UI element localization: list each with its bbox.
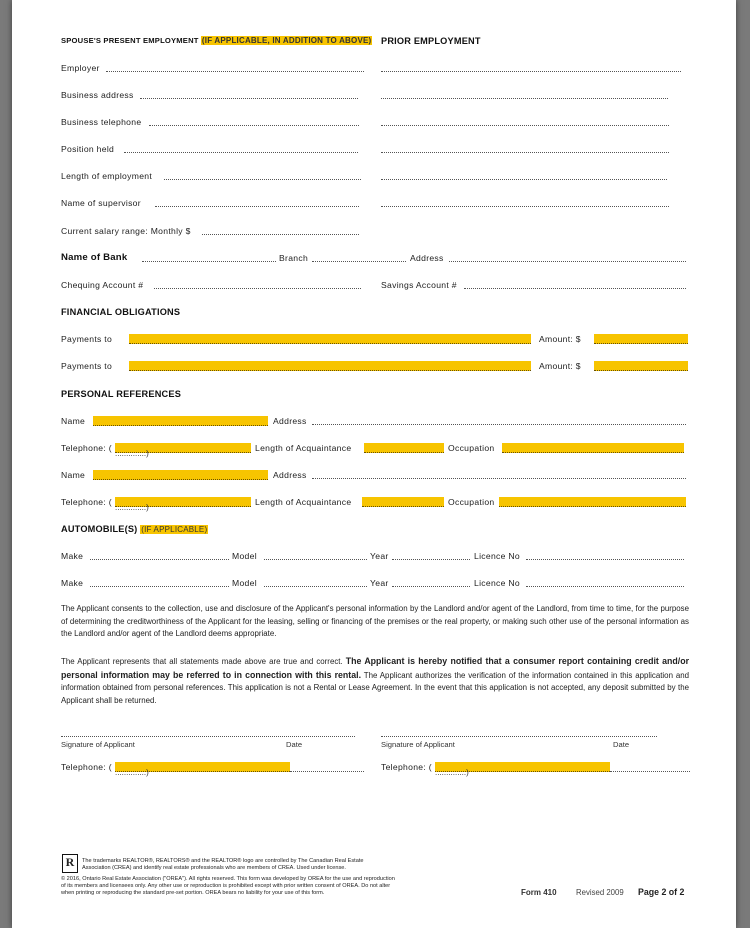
auto-2-make-label: Make [61,578,84,588]
payments-to-field-1[interactable] [129,334,531,344]
applicant-1-date-label: Date [286,740,303,749]
chequing-account-label: Chequing Account # [61,280,144,290]
applicant-1-signature-line[interactable] [61,736,355,737]
copyright-line-3: when printing or reproducing the standard pre-set portion. OREA bears no liability for your use of this form. [61,890,325,896]
spouse-position-held-field[interactable] [124,152,358,153]
spouse-employment-title: SPOUSE'S PRESENT EMPLOYMENT [61,36,199,45]
spouse-employment-note: (IF APPLICABLE, IN ADDITION TO ABOVE) [201,36,372,45]
bank-name-field[interactable] [142,261,276,262]
reference-2-name-label: Name [61,470,86,480]
payments-to-label-2: Payments to [61,361,113,371]
auto-1-model-field[interactable] [264,559,367,560]
reference-1-telephone-area-code: ..............) [115,449,149,458]
branch-label: Branch [279,253,309,263]
auto-2-make-field[interactable] [90,586,229,587]
auto-1-licence-field[interactable] [526,559,684,560]
applicant-1-telephone-area-code: ..............) [115,768,149,777]
trademark-line-2: Association (CREA) and identify real estate professionals who are members of CREA. Used under license. [82,865,346,871]
applicant-1-telephone-label: Telephone: ( [61,762,112,772]
spouse-business-address-field[interactable] [140,98,358,99]
form-number: Form 410 [521,888,557,897]
reference-2-name-field[interactable] [93,470,268,480]
bank-name-label: Name of Bank [61,252,128,263]
auto-1-make-label: Make [61,551,84,561]
payments-to-field-2[interactable] [129,361,531,371]
auto-2-model-label: Model [232,578,257,588]
branch-field[interactable] [312,261,406,262]
applicant-1-telephone-field[interactable] [115,762,290,777]
applicant-2-date-label: Date [613,740,630,749]
auto-2-year-field[interactable] [392,586,470,587]
reference-1-occupation-label: Occupation [448,443,495,453]
payments-to-label-1: Payments to [61,334,113,344]
reference-2-acquaintance-field[interactable] [362,497,444,507]
business-address-label: Business address [61,90,134,100]
copyright-line-1: © 2016, Ontario Real Estate Association ("OREA"). All rights reserved. This form was developed by OREA for the use and reproduction [61,876,395,882]
reference-2-occupation-field[interactable] [499,497,686,507]
prior-position-held-field[interactable] [381,152,669,153]
reference-2-telephone-area-code: ..............) [115,503,149,512]
reference-1-address-field[interactable] [312,424,686,425]
realtor-logo-icon [62,854,78,873]
reference-1-telephone-label: Telephone: ( [61,443,112,453]
reference-2-telephone-label: Telephone: ( [61,497,112,507]
auto-2-year-label: Year [370,578,389,588]
spouse-business-telephone-field[interactable] [149,125,359,126]
reference-1-name-field[interactable] [93,416,268,426]
employer-label: Employer [61,63,100,73]
savings-account-field[interactable] [464,288,686,289]
reference-1-telephone-field[interactable] [115,443,251,458]
applicant-1-signature-label: Signature of Applicant [61,740,135,749]
name-of-supervisor-label: Name of supervisor [61,198,141,208]
consumer-report-notice: The Applicant is hereby notified that a consumer report containing credit and/or personal information may be referred to in connection with this rental. [61,656,689,680]
prior-supervisor-field[interactable] [381,206,669,207]
reference-1-name-label: Name [61,416,86,426]
consent-paragraph: The Applicant consents to the collection, use and disclosure of the Applicant's personal information by the Landlord and/or agent of the Landlord, from time to time, for the purpose of determining the creditworthiness of the Applicant for the leasing, selling or financing of the premises or the real property, or making such other use of the personal information as the Landlord and/or agent of the Landlord deems appropriate. [61,604,689,639]
auto-1-make-field[interactable] [90,559,229,560]
spouse-length-of-employment-field[interactable] [164,179,361,180]
amount-field-2[interactable] [594,361,688,371]
prior-business-telephone-field[interactable] [381,125,669,126]
financial-obligations-heading: FINANCIAL OBLIGATIONS [61,307,181,317]
auto-2-model-field[interactable] [264,586,367,587]
reference-1-acquaintance-field[interactable] [364,443,444,453]
auto-1-year-field[interactable] [392,559,470,560]
page-number: Page 2 of 2 [638,887,685,897]
amount-label-2: Amount: $ [539,361,581,371]
prior-employment-heading: PRIOR EMPLOYMENT [381,36,481,46]
applicant-1-telephone-dots [290,771,364,772]
bank-address-label: Address [410,253,444,263]
reference-2-address-field[interactable] [312,478,686,479]
trademark-line-1: The trademarks REALTOR®, REALTORS® and the REALTOR® logo are controlled by The Canadian Real Estate [82,858,364,864]
reference-2-occupation-label: Occupation [448,497,495,507]
applicant-2-signature-label: Signature of Applicant [381,740,455,749]
applicant-2-telephone-field[interactable] [435,762,610,777]
reference-1-acquaintance-label: Length of Acquaintance [255,443,352,453]
chequing-account-field[interactable] [154,288,361,289]
spouse-supervisor-field[interactable] [155,206,359,207]
salary-field[interactable] [202,234,359,235]
auto-2-licence-field[interactable] [526,586,684,587]
representation-text-1: The Applicant represents that all statements made above are true and correct. [61,657,343,666]
prior-employer-field[interactable] [381,71,681,72]
realtor-logo-letter: R [65,855,75,869]
position-held-label: Position held [61,144,115,154]
prior-length-of-employment-field[interactable] [381,179,667,180]
savings-account-label: Savings Account # [381,280,457,290]
spouse-employment-heading [61,36,372,46]
reference-2-acquaintance-label: Length of Acquaintance [255,497,352,507]
prior-business-address-field[interactable] [381,98,668,99]
reference-2-address-label: Address [273,470,307,480]
business-telephone-label: Business telephone [61,117,142,127]
applicant-2-telephone-area-code: ..............) [435,768,469,777]
automobiles-heading [61,524,208,535]
reference-1-occupation-field[interactable] [502,443,684,453]
representation-paragraph [61,655,689,707]
length-of-employment-label: Length of employment [61,171,153,181]
personal-references-heading: PERSONAL REFERENCES [61,389,182,399]
amount-field-1[interactable] [594,334,688,344]
representation-text-2: The Applicant authorizes the verification of the information contained in this application and information obtained from personal references. This application is not a Rental or Lease Agreement. In the event that this application is not accepted, any deposit submitted by the Applicant shall be returned. [61,670,689,705]
auto-1-licence-label: Licence No [474,551,520,561]
automobiles-title: AUTOMOBILE(S) [61,524,138,534]
salary-label: Current salary range: Monthly $ [61,226,191,236]
amount-label-1: Amount: $ [539,334,581,344]
reference-2-telephone-field[interactable] [115,497,251,512]
auto-1-year-label: Year [370,551,389,561]
applicant-2-signature-line[interactable] [381,736,657,737]
automobiles-note: (IF APPLICABLE) [141,525,208,534]
reference-1-address-label: Address [273,416,307,426]
auto-1-model-label: Model [232,551,257,561]
form-page [12,0,736,928]
applicant-2-telephone-label: Telephone: ( [381,762,432,772]
bank-address-field[interactable] [449,261,686,262]
applicant-2-telephone-dots [610,771,690,772]
revised-date: Revised 2009 [576,888,624,897]
copyright-line-2: of its members and licensees only. Any other use or reproduction is prohibited except with prior written consent of OREA. Do not alter [61,883,391,889]
auto-2-licence-label: Licence No [474,578,520,588]
spouse-employer-field[interactable] [106,71,364,72]
